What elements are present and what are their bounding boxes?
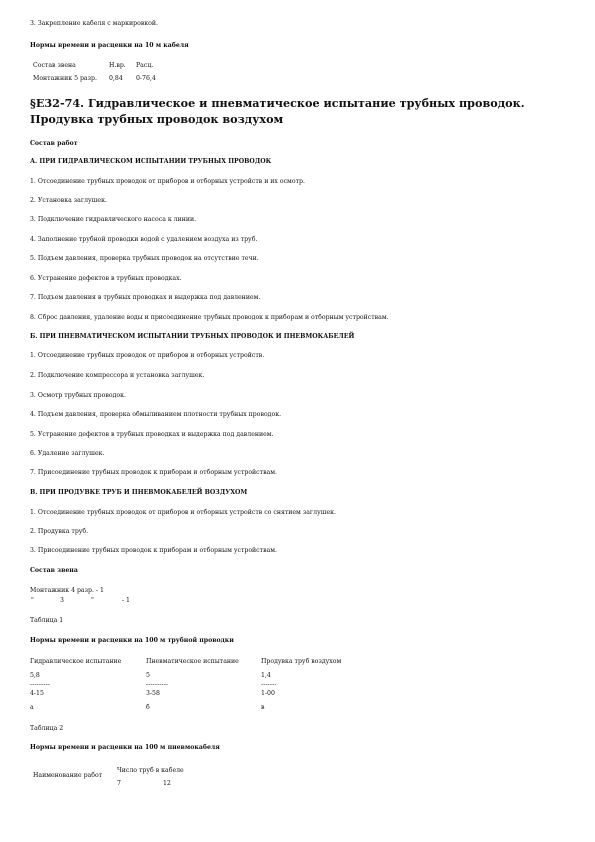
list-item: 8. Сброс давления, удаление воды и присоединение трубных проводок к приборам и отборным устройствам. xyxy=(30,314,389,321)
part-a-heading: А. ПРИ ГИДРАВЛИЧЕСКОМ ИСПЫТАНИИ ТРУБНЫХ ПРОВОДОК xyxy=(30,158,272,165)
section-title-line1: §E32-74. Гидравлическое и пневматическое испытание трубных проводок. xyxy=(30,96,525,110)
crew-row-rasc: 0-76,4 xyxy=(136,75,156,82)
list-item: 2. Установка заглушек. xyxy=(30,197,107,204)
section-title-line2: Продувка трубных проводок воздухом xyxy=(30,112,284,126)
crew-row-nvr: 0,84 xyxy=(109,75,123,82)
part-v-heading: В. ПРИ ПРОДУВКЕ ТРУБ И ПНЕВМОКАБЕЛЕЙ ВОЗДУХОМ xyxy=(30,489,248,496)
ditto-mark: " xyxy=(31,597,34,604)
table-1-col-letter: в xyxy=(261,704,265,711)
table-1-label: Таблица 1 xyxy=(30,617,64,624)
table-1-nvr: 5 xyxy=(146,672,150,679)
crew-row-label: Монтажник 5 разр. xyxy=(33,75,97,82)
list-item: 5. Устранение дефектов в трубных проводках и выдержка под давлением. xyxy=(30,431,274,438)
fraction-line: --------- xyxy=(30,681,51,688)
list-item: 3. Присоединение трубных проводок к приборам и отборным устройствам. xyxy=(30,547,278,554)
fraction-line: ---------- xyxy=(146,681,169,688)
table-1-rasc: 3-58 xyxy=(146,690,160,697)
table-2-count-header: Число труб в кабеле xyxy=(117,767,184,774)
list-item: 1. Отсоединение трубных проводок от приборов и отборных устройств и их осмотр. xyxy=(30,178,305,185)
table-2-count-12: 12 xyxy=(163,780,171,787)
crew-count: - 1 xyxy=(122,597,130,604)
table-2-count-7: 7 xyxy=(117,780,121,787)
list-item: 6. Удаление заглушек. xyxy=(30,450,105,457)
table-1-rasc: 4-15 xyxy=(30,690,44,697)
table-1-col-letter: а xyxy=(30,704,34,711)
crew-col-rasc: Расц. xyxy=(136,62,154,69)
list-item: 2. Продувка труб. xyxy=(30,528,89,535)
list-item: 4. Заполнение трубной проводки водой с удалением воздуха из труб. xyxy=(30,236,258,243)
crew-grade: 3 xyxy=(60,597,64,604)
table-2-title: Нормы времени и расценки на 100 м пневмокабеля xyxy=(30,744,220,751)
list-item: 7. Подъем давления в трубных проводках и выдержка под давлением. xyxy=(30,294,261,301)
table-1-nvr: 5,8 xyxy=(30,672,40,679)
part-b-heading: Б. ПРИ ПНЕВМАТИЧЕСКОМ ИСПЫТАНИИ ТРУБНЫХ ПРОВОДОК И ПНЕВМОКАБЕЛЕЙ xyxy=(30,333,355,340)
table-1-header: Пневматическое испытание xyxy=(146,658,239,665)
ditto-mark: " xyxy=(91,597,94,604)
table-2-name-header: Наименование работ xyxy=(33,772,103,779)
fraction-line: ------- xyxy=(261,681,277,688)
norm-title-cable: Нормы времени и расценки на 10 м кабеля xyxy=(30,42,189,49)
list-item: 1. Отсоединение трубных проводок от приборов и отборных устройств. xyxy=(30,352,265,359)
list-item: 1. Отсоединение трубных проводок от приборов и отборных устройств со снятием заглушек. xyxy=(30,509,336,516)
table-1-nvr: 1,4 xyxy=(261,672,271,679)
crew-col-composition: Состав звена xyxy=(33,62,76,69)
table-1-header: Продувка труб воздухом xyxy=(261,658,342,665)
list-item: 7. Присоединение трубных проводок к приборам и отборным устройствам. xyxy=(30,469,278,476)
table-1-col-letter: б xyxy=(146,704,150,711)
crew-label: Состав звена xyxy=(30,567,78,574)
list-item: 4. Подъем давления, проверка обмыливанием плотности трубных проводок. xyxy=(30,411,282,418)
table-1-header: Гидравлическое испытание xyxy=(30,658,122,665)
list-item: 5. Подъем давления, проверка трубных проводок на отсутствие течи. xyxy=(30,255,259,262)
list-item: 3. Осмотр трубных проводок. xyxy=(30,392,126,399)
crew-col-nvr: Н.вр. xyxy=(109,62,126,69)
list-item: 3. Подключение гидравлического насоса к линии. xyxy=(30,216,197,223)
list-item: 6. Устранение дефектов в трубных проводках. xyxy=(30,275,182,282)
table-1-title: Нормы времени и расценки на 100 м трубной проводки xyxy=(30,637,234,644)
crew-line-1: Монтажник 4 разр. - 1 xyxy=(30,587,104,594)
table-1-rasc: 1-00 xyxy=(261,690,275,697)
work-composition-label: Состав работ xyxy=(30,140,78,147)
table-2-label: Таблица 2 xyxy=(30,725,64,732)
item-3-fastening: 3. Закрепление кабеля с маркировкой. xyxy=(30,20,158,27)
list-item: 2. Подключение компрессора и установка заглушек. xyxy=(30,372,205,379)
